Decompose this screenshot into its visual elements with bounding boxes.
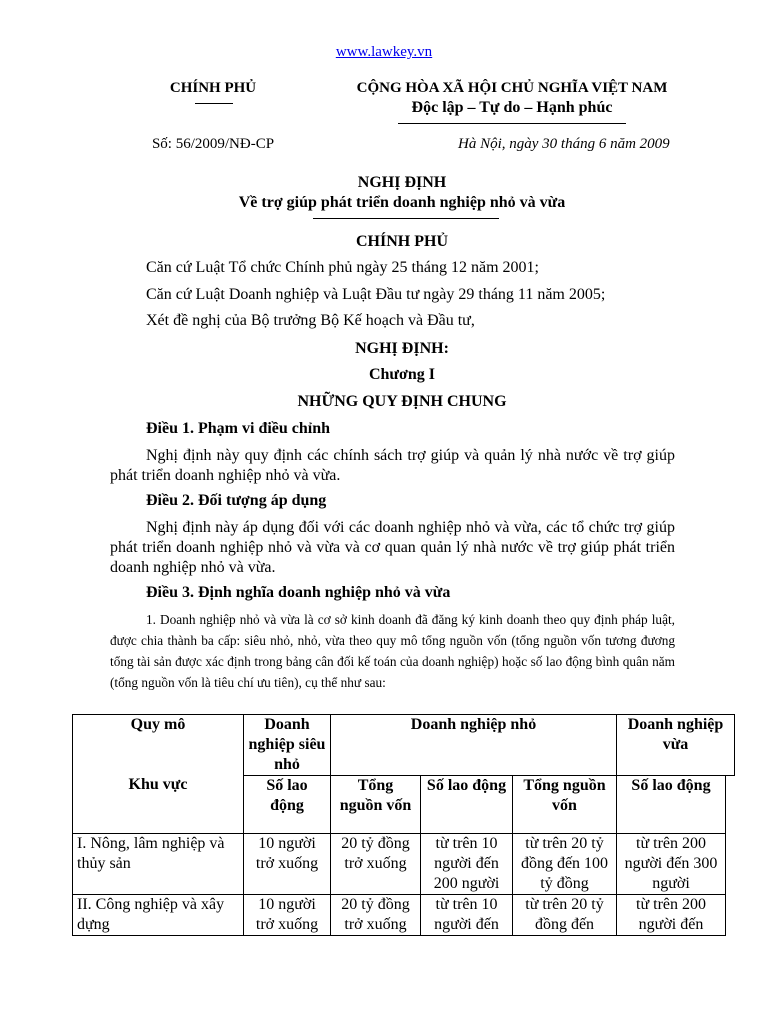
national-motto: Độc lập – Tự do – Hạnh phúc <box>411 99 613 116</box>
basis-line-3: Xét đề nghị của Bộ trưởng Bộ Kế hoạch và Đầu tư, <box>146 312 475 329</box>
article-1-text: Nghị định này quy định các chính sách trợ giúp và quản lý nhà nước về trợ giúp phát triển doanh nghiệp nhỏ và vừa. <box>110 447 675 484</box>
article-2-title: Điều 2. Đối tượng áp dụng <box>146 492 327 509</box>
site-link[interactable] <box>0 44 768 61</box>
motto-underline <box>398 123 626 124</box>
table-header-row <box>73 715 735 776</box>
header-scale: Quy mô <box>130 716 186 733</box>
document-subject: Về trợ giúp phát triển doanh nghiệp nhỏ và vừa <box>238 194 566 211</box>
header-medium: Doanh nghiệp vừa <box>617 715 735 776</box>
sub-medium-labor: Số lao động <box>617 776 726 834</box>
header-micro: Doanh nghiệp siêu nhỏ <box>244 715 331 776</box>
row-2-small-labor: từ trên 10 người đến <box>421 895 513 936</box>
header-small: Doanh nghiệp nhỏ <box>331 715 617 776</box>
subject-underline <box>313 218 499 219</box>
authority-heading: CHÍNH PHỦ <box>356 233 448 250</box>
row-2-medium-capital: từ trên 20 tỷ đồng đến <box>513 895 617 936</box>
sub-medium-capital: Tổng nguồn vốn <box>513 776 617 834</box>
row-1-medium-capital: từ trên 20 tỷ đồng đến 100 tỷ đồng <box>513 834 617 895</box>
issuer-name: CHÍNH PHỦ <box>169 80 257 96</box>
issuer-underline <box>195 103 233 104</box>
row-1-medium-labor: từ trên 200 người đến 300 người <box>617 834 726 895</box>
table-row <box>73 895 735 936</box>
basis-line-1: Căn cứ Luật Tổ chức Chính phủ ngày 25 tháng 12 năm 2001; <box>146 259 539 276</box>
row-1-sector: I. Nông, lâm nghiệp và thủy sản <box>73 834 244 895</box>
sub-small-labor: Số lao động <box>421 776 513 834</box>
enterprise-classification-table <box>72 714 735 936</box>
row-1-small-labor: từ trên 10 người đến 200 người <box>421 834 513 895</box>
row-2-sector: II. Công nghiệp và xây dựng <box>73 895 244 936</box>
row-1-small-capital: 20 tỷ đồng trở xuống <box>331 834 421 895</box>
header-sector: Khu vực <box>128 776 188 793</box>
sub-small-capital: Tổng nguồn vốn <box>331 776 421 834</box>
document-type: NGHỊ ĐỊNH <box>357 174 447 191</box>
decree-heading: NGHỊ ĐỊNH: <box>355 340 449 357</box>
chapter-number: Chương I <box>368 366 436 383</box>
sub-micro-labor: Số lao động <box>244 776 331 834</box>
article-3-text: 1. Doanh nghiệp nhỏ và vừa là cơ sở kinh doanh đã đăng ký kinh doanh theo quy định pháp luật, được chia thành ba cấp: siêu nhỏ, nhỏ, vừa theo quy mô tổng nguồn vốn (tổng nguồn vốn tương đương tổng tài sản được xác định trong bảng cân đối kế toán của doanh nghiệp) hoặc số lao động bình quân năm (tổng nguồn vốn là tiêu chí ưu tiên), cụ thể như sau: <box>110 612 675 690</box>
basis-line-2: Căn cứ Luật Doanh nghiệp và Luật Đầu tư ngày 29 tháng 11 năm 2005; <box>146 286 606 303</box>
header-scale-sector-cell <box>73 715 244 834</box>
place-date: Hà Nội, ngày 30 tháng 6 năm 2009 <box>458 136 670 152</box>
document-number: Số: 56/2009/NĐ-CP <box>151 136 275 152</box>
article-3-title: Điều 3. Định nghĩa doanh nghiệp nhỏ và vừa <box>146 584 451 601</box>
article-1-title: Điều 1. Phạm vi điều chỉnh <box>146 420 331 437</box>
article-2-text: Nghị định này áp dụng đối với các doanh nghiệp nhỏ và vừa, các tổ chức trợ giúp phát triển doanh nghiệp nhỏ và vừa và cơ quan quản lý nhà nước về trợ giúp phát triển doanh nghiệp nhỏ và vừa. <box>110 519 675 576</box>
row-2-medium-labor: từ trên 200 người đến <box>617 895 726 936</box>
chapter-title: NHỮNG QUY ĐỊNH CHUNG <box>297 393 507 410</box>
row-1-micro-labor: 10 người trở xuống <box>244 834 331 895</box>
country-name: CỘNG HÒA XÃ HỘI CHỦ NGHĨA VIỆT NAM <box>356 80 668 96</box>
row-2-micro-labor: 10 người trở xuống <box>244 895 331 936</box>
table-row <box>73 834 735 895</box>
site-link-anchor[interactable]: www.lawkey.vn <box>335 44 433 60</box>
row-2-small-capital: 20 tỷ đồng trở xuống <box>331 895 421 936</box>
